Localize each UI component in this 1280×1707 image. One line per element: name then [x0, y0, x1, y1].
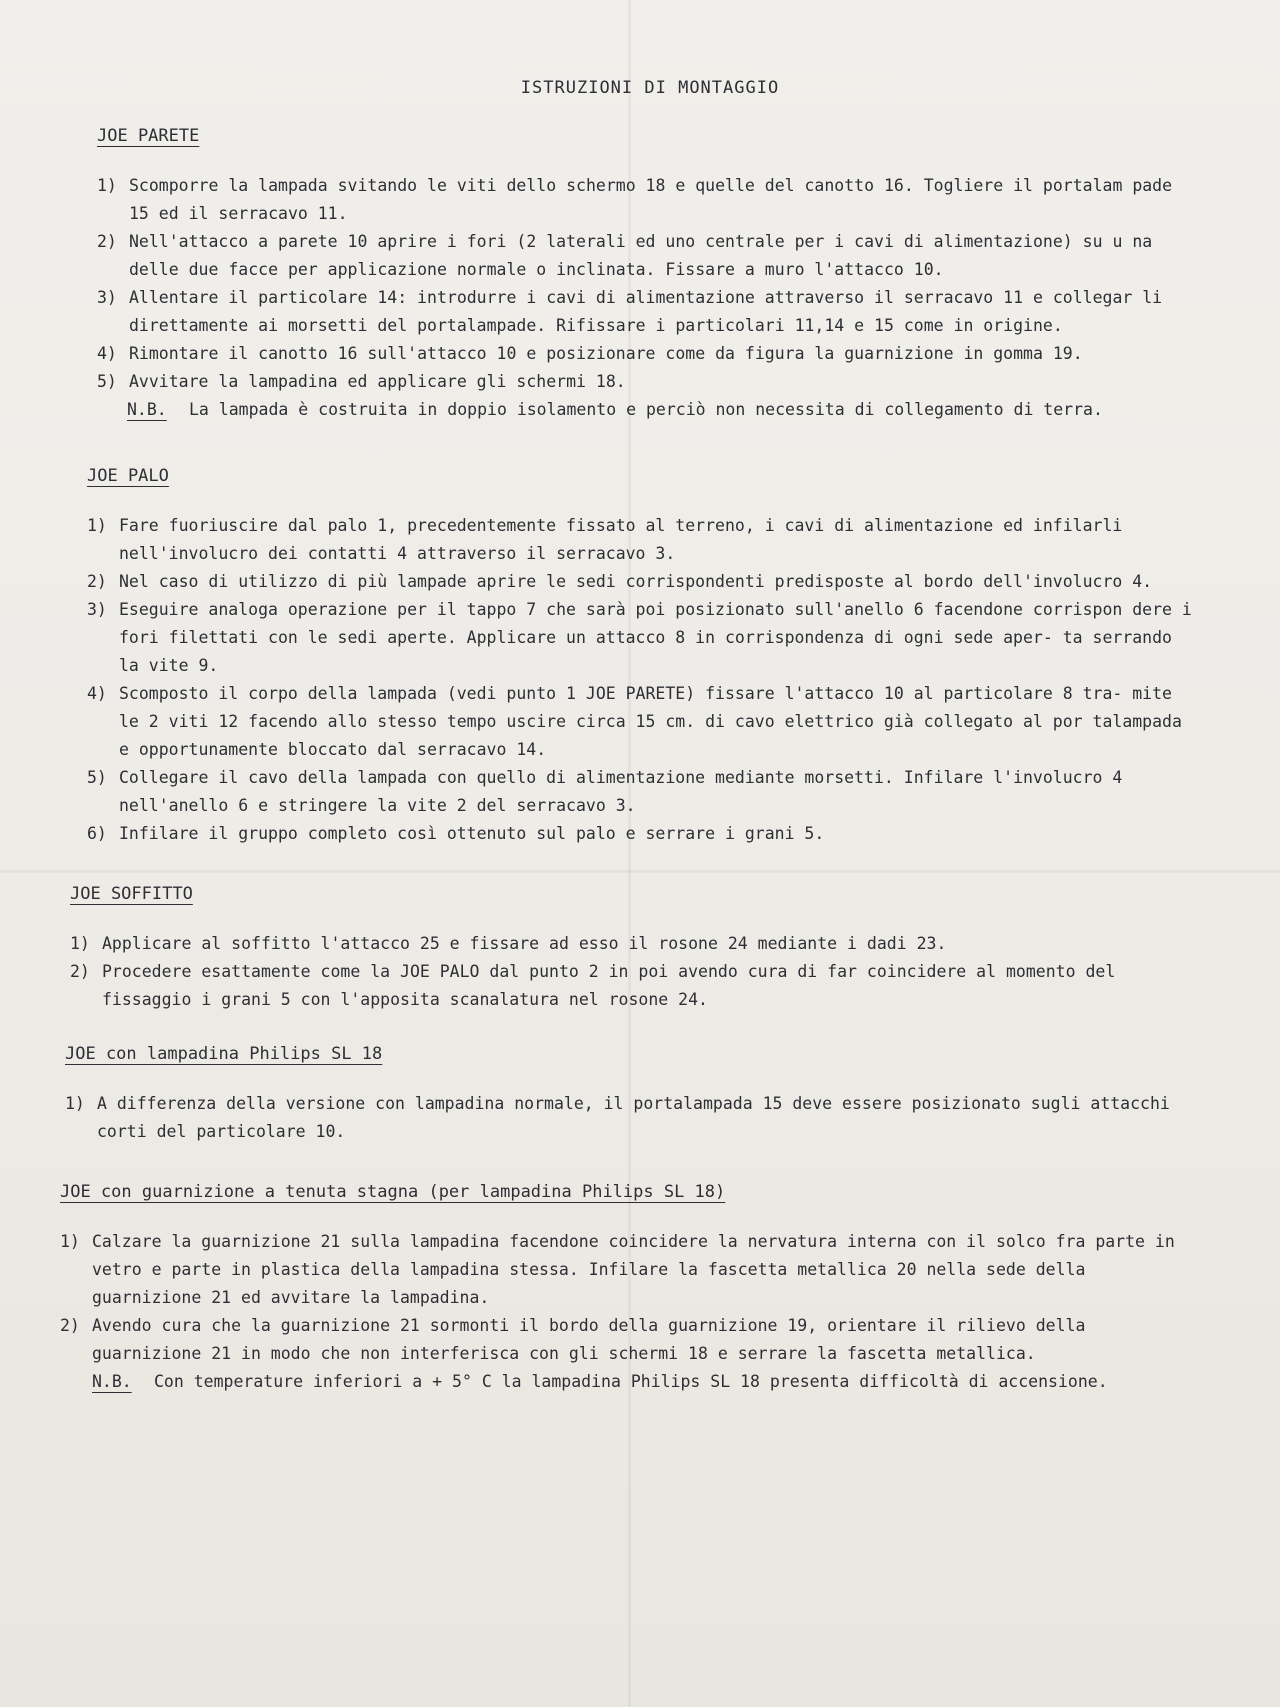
note-text: Con temperature inferiori a + 5° C la lampadina Philips SL 18 presenta difficoltà di accensione.	[154, 1372, 1108, 1391]
step-text: Nell'attacco a parete 10 aprire i fori (2 laterali ed uno centrale per i cavi di alimentazione) su u na delle due facce per applicazione normale o inclinata. Fissare a muro l'attacco 10.	[129, 232, 1153, 279]
step-number: 2)	[97, 232, 117, 251]
section-heading: JOE con lampadina Philips SL 18	[65, 1044, 383, 1064]
paper-fold-vertical	[628, 0, 631, 1707]
step-text: Infilare il gruppo completo così ottenuto sul palo e serrare i grani 5.	[119, 824, 825, 843]
step-item	[87, 680, 1200, 764]
step-number: 3)	[87, 600, 107, 619]
step-item	[65, 1090, 1200, 1146]
section-heading: JOE PARETE	[97, 126, 200, 146]
step-item	[87, 820, 1200, 848]
step-item	[97, 340, 1200, 368]
step-number: 1)	[97, 176, 117, 195]
step-item	[97, 368, 1200, 396]
note-text: La lampada è costruita in doppio isolamento e perciò non necessita di collegamento di terra.	[189, 400, 1103, 419]
step-text: Nel caso di utilizzo di più lampade aprire le sedi corrispondenti predisposte al bordo dell'involucro 4.	[119, 572, 1153, 591]
step-number: 4)	[97, 344, 117, 363]
step-text: Procedere esattamente come la JOE PALO dal punto 2 in poi avendo cura di far coincidere al momento del fissaggio i grani 5 con l'apposita scanalatura nel rosone 24.	[102, 962, 1116, 1009]
step-number: 2)	[70, 962, 90, 981]
step-text: Avendo cura che la guarnizione 21 sormonti il bordo della guarnizione 19, orientare il rilievo della guarnizione 21 in modo che non interferisca con gli schermi 18 e serrare la fascetta metallica.	[92, 1316, 1086, 1363]
step-number: 1)	[65, 1094, 85, 1113]
step-item	[97, 172, 1200, 228]
step-number: 1)	[60, 1232, 80, 1251]
step-text: Allentare il particolare 14: introdurre i cavi di alimentazione attraverso il serracavo 11 e collegar li direttamente ai morsetti del portalampade. Rifissare i particolari 11,14 e 15 come in origine.	[129, 288, 1163, 335]
step-text: Scomporre la lampada svitando le viti dello schermo 18 e quelle del canotto 16. Togliere il portalam pade 15 ed il serracavo 11.	[129, 176, 1173, 223]
step-item	[70, 958, 1200, 1014]
step-number: 2)	[87, 572, 107, 591]
note-label: N.B.	[127, 400, 167, 419]
step-number: 5)	[87, 768, 107, 787]
document-title: ISTRUZIONI DI MONTAGGIO	[520, 78, 780, 98]
step-number: 2)	[60, 1316, 80, 1335]
step-item	[97, 284, 1200, 340]
step-number: 1)	[87, 516, 107, 535]
step-item	[70, 930, 1200, 958]
step-text: Fare fuoriuscire dal palo 1, precedentemente fissato al terreno, i cavi di alimentazione ed infilarli nell'involucro dei contatti 4 attraverso il serracavo 3.	[119, 516, 1123, 563]
step-item	[87, 764, 1200, 820]
section-heading: JOE con guarnizione a tenuta stagna (per lampadina Philips SL 18)	[60, 1182, 726, 1202]
step-item	[87, 568, 1200, 596]
section-heading: JOE PALO	[87, 466, 169, 486]
step-item	[87, 596, 1200, 680]
step-item	[87, 512, 1200, 568]
step-number: 4)	[87, 684, 107, 703]
step-number: 3)	[97, 288, 117, 307]
paper-fold-horizontal	[0, 870, 1280, 873]
step-text: Rimontare il canotto 16 sull'attacco 10 e posizionare come da figura la guarnizione in gomma 19.	[129, 344, 1083, 363]
note-label: N.B.	[92, 1372, 132, 1391]
step-text: Applicare al soffitto l'attacco 25 e fissare ad esso il rosone 24 mediante i dadi 23.	[102, 934, 947, 953]
step-text: A differenza della versione con lampadina normale, il portalampada 15 deve essere posizionato sugli attacchi corti del particolare 10.	[97, 1094, 1170, 1141]
step-number: 1)	[70, 934, 90, 953]
step-item	[97, 228, 1200, 284]
step-number: 5)	[97, 372, 117, 391]
step-number: 6)	[87, 824, 107, 843]
step-text: Calzare la guarnizione 21 sulla lampadina facendone coincidere la nervatura interna con il solco fra parte in vetro e parte in plastica della lampadina stessa. Infilare la fascetta metallica 20 nella sede della guarnizione 21 ed avvitare la lampadina.	[92, 1232, 1175, 1307]
step-text: Eseguire analoga operazione per il tappo 7 che sarà poi posizionato sull'anello 6 facendone corrispon dere i fori filettati con le sedi aperte. Applicare un attacco 8 in corrispondenza di ogni sede aper- ta serrando la vite 9.	[119, 600, 1192, 675]
step-text: Collegare il cavo della lampada con quello di alimentazione mediante morsetti. Infilare l'involucro 4 nell'anello 6 e stringere la vite 2 del serracavo 3.	[119, 768, 1123, 815]
step-text: Scomposto il corpo della lampada (vedi punto 1 JOE PARETE) fissare l'attacco 10 al particolare 8 tra- mite le 2 viti 12 facendo allo stesso tempo uscire circa 15 cm. di cavo elettrico già collegato al por talampada e opportunamente bloccato dal serracavo 14.	[119, 684, 1182, 759]
note	[97, 396, 1200, 424]
step-text: Avvitare la lampadina ed applicare gli schermi 18.	[129, 372, 626, 391]
section-heading: JOE SOFFITTO	[70, 884, 193, 904]
